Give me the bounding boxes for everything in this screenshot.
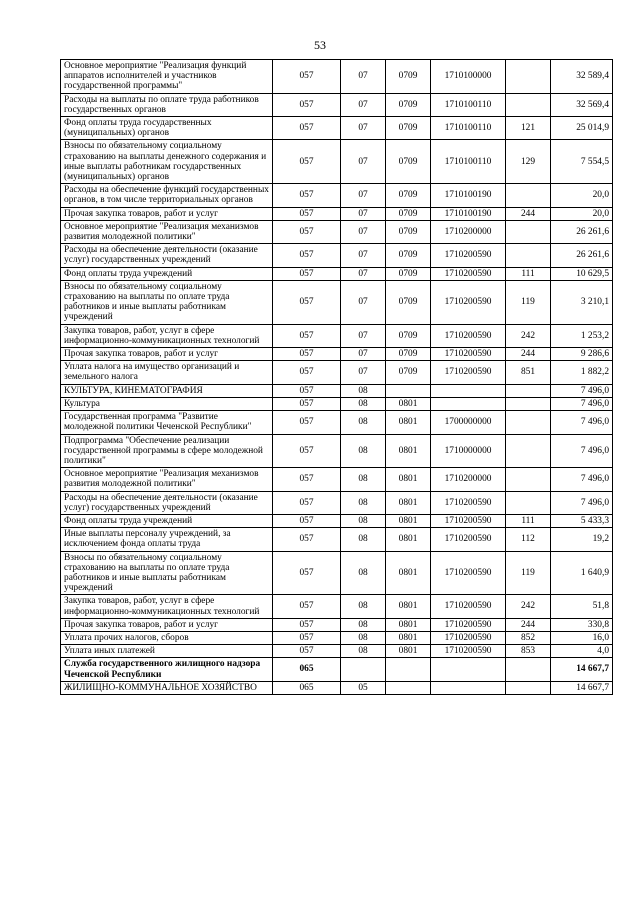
row-name-cell: Основное мероприятие "Реализация механизмов развития молодежной политики" (61, 468, 273, 491)
subsection-code-cell: 0801 (386, 468, 431, 491)
target-article-cell (431, 397, 506, 410)
subsection-code-cell: 0801 (386, 411, 431, 434)
ministry-code-cell: 057 (273, 397, 341, 410)
row-name-cell: Закупка товаров, работ, услуг в сфере информационно-коммуникационных технологий (61, 324, 273, 347)
table-row (61, 280, 613, 324)
row-name-cell: Иные выплаты персоналу учреждений, за исключением фонда оплаты труда (61, 528, 273, 551)
table-row (61, 397, 613, 410)
ministry-code-cell: 057 (273, 384, 341, 397)
section-code-cell: 07 (341, 280, 386, 324)
subsection-code-cell: 0709 (386, 93, 431, 116)
target-article-cell: 1710200590 (431, 528, 506, 551)
row-name-cell: Служба государственного жилищного надзора Чеченской Республики (61, 658, 273, 681)
row-name-cell: Расходы на обеспечение деятельности (оказание услуг) государственных учреждений (61, 491, 273, 514)
row-name-cell: Взносы по обязательному социальному страхованию на выплаты по оплате труда работников и иные выплаты работникам учреждений (61, 551, 273, 595)
table-row (61, 267, 613, 280)
row-name-cell: Уплата налога на имущество организаций и земельного налога (61, 361, 273, 384)
subsection-code-cell: 0801 (386, 618, 431, 631)
target-article-cell: 1710200590 (431, 618, 506, 631)
expense-type-cell (506, 384, 551, 397)
table-row (61, 384, 613, 397)
amount-cell: 10 629,5 (551, 267, 613, 280)
subsection-code-cell: 0801 (386, 514, 431, 527)
target-article-cell: 1710200590 (431, 645, 506, 658)
row-name-cell: Прочая закупка товаров, работ и услуг (61, 207, 273, 220)
budget-table (60, 59, 613, 695)
table-row (61, 361, 613, 384)
target-article-cell: 1710200590 (431, 324, 506, 347)
ministry-code-cell: 057 (273, 514, 341, 527)
row-name-cell: Культура (61, 397, 273, 410)
target-article-cell: 1710100000 (431, 60, 506, 94)
amount-cell: 7 496,0 (551, 384, 613, 397)
expense-type-cell (506, 244, 551, 267)
section-code-cell: 08 (341, 631, 386, 644)
ministry-code-cell: 057 (273, 117, 341, 140)
amount-cell: 14 667,7 (551, 658, 613, 681)
target-article-cell: 1710100190 (431, 207, 506, 220)
expense-type-cell: 244 (506, 618, 551, 631)
ministry-code-cell: 057 (273, 528, 341, 551)
row-name-cell: Основное мероприятие "Реализация функций аппаратов исполнителей и участников государственной программы" (61, 60, 273, 94)
subsection-code-cell: 0709 (386, 267, 431, 280)
amount-cell: 26 261,6 (551, 220, 613, 243)
amount-cell: 4,0 (551, 645, 613, 658)
target-article-cell (431, 681, 506, 694)
subsection-code-cell: 0801 (386, 491, 431, 514)
expense-type-cell (506, 184, 551, 207)
expense-type-cell: 242 (506, 595, 551, 618)
table-row (61, 468, 613, 491)
ministry-code-cell: 057 (273, 140, 341, 184)
expense-type-cell: 121 (506, 117, 551, 140)
row-name-cell: Взносы по обязательному социальному страхованию на выплаты денежного содержания и иные выплаты работникам государственных (муниципальных) органов (61, 140, 273, 184)
ministry-code-cell: 057 (273, 411, 341, 434)
amount-cell: 7 554,5 (551, 140, 613, 184)
section-code-cell: 08 (341, 645, 386, 658)
row-name-cell: ЖИЛИЩНО-КОММУНАЛЬНОЕ ХОЗЯЙСТВО (61, 681, 273, 694)
table-row (61, 411, 613, 434)
row-name-cell: Фонд оплаты труда учреждений (61, 514, 273, 527)
target-article-cell (431, 658, 506, 681)
target-article-cell: 1710100110 (431, 140, 506, 184)
row-name-cell: Прочая закупка товаров, работ и услуг (61, 348, 273, 361)
table-row (61, 595, 613, 618)
subsection-code-cell: 0709 (386, 324, 431, 347)
ministry-code-cell: 057 (273, 631, 341, 644)
amount-cell: 330,8 (551, 618, 613, 631)
expense-type-cell (506, 93, 551, 116)
row-name-cell: Уплата прочих налогов, сборов (61, 631, 273, 644)
table-row (61, 631, 613, 644)
section-code-cell: 07 (341, 267, 386, 280)
amount-cell: 51,8 (551, 595, 613, 618)
ministry-code-cell: 057 (273, 348, 341, 361)
table-row (61, 184, 613, 207)
table-row (61, 681, 613, 694)
amount-cell: 32 569,4 (551, 93, 613, 116)
amount-cell: 25 014,9 (551, 117, 613, 140)
target-article-cell: 1710100110 (431, 117, 506, 140)
table-row (61, 207, 613, 220)
ministry-code-cell: 057 (273, 551, 341, 595)
expense-type-cell (506, 434, 551, 468)
target-article-cell: 1710200590 (431, 514, 506, 527)
table-row (61, 551, 613, 595)
amount-cell: 5 433,3 (551, 514, 613, 527)
subsection-code-cell: 0801 (386, 645, 431, 658)
table-row (61, 324, 613, 347)
subsection-code-cell: 0801 (386, 631, 431, 644)
subsection-code-cell: 0709 (386, 280, 431, 324)
amount-cell: 20,0 (551, 184, 613, 207)
table-row (61, 528, 613, 551)
amount-cell: 19,2 (551, 528, 613, 551)
subsection-code-cell: 0709 (386, 220, 431, 243)
subsection-code-cell: 0801 (386, 551, 431, 595)
section-code-cell: 08 (341, 397, 386, 410)
target-article-cell: 1710200590 (431, 348, 506, 361)
target-article-cell: 1710200000 (431, 468, 506, 491)
subsection-code-cell: 0709 (386, 361, 431, 384)
subsection-code-cell (386, 658, 431, 681)
section-code-cell: 05 (341, 681, 386, 694)
section-code-cell: 07 (341, 244, 386, 267)
target-article-cell: 1710200590 (431, 280, 506, 324)
section-code-cell (341, 658, 386, 681)
section-code-cell: 07 (341, 207, 386, 220)
section-code-cell: 07 (341, 220, 386, 243)
expense-type-cell (506, 658, 551, 681)
expense-type-cell (506, 397, 551, 410)
amount-cell: 16,0 (551, 631, 613, 644)
expense-type-cell (506, 60, 551, 94)
row-name-cell: Фонд оплаты труда государственных (муниципальных) органов (61, 117, 273, 140)
subsection-code-cell: 0709 (386, 140, 431, 184)
ministry-code-cell: 057 (273, 645, 341, 658)
expense-type-cell: 244 (506, 207, 551, 220)
table-row (61, 658, 613, 681)
section-code-cell: 08 (341, 468, 386, 491)
target-article-cell: 1710200590 (431, 551, 506, 595)
expense-type-cell (506, 220, 551, 243)
expense-type-cell: 119 (506, 280, 551, 324)
amount-cell: 7 496,0 (551, 397, 613, 410)
ministry-code-cell: 057 (273, 60, 341, 94)
row-name-cell: Государственная программа "Развитие молодежной политики Чеченской Республики" (61, 411, 273, 434)
amount-cell: 7 496,0 (551, 411, 613, 434)
expense-type-cell (506, 681, 551, 694)
row-name-cell: Основное мероприятие "Реализация механизмов развития молодежной политики" (61, 220, 273, 243)
subsection-code-cell (386, 384, 431, 397)
subsection-code-cell: 0801 (386, 528, 431, 551)
ministry-code-cell: 057 (273, 267, 341, 280)
section-code-cell: 08 (341, 434, 386, 468)
expense-type-cell: 244 (506, 348, 551, 361)
subsection-code-cell: 0709 (386, 207, 431, 220)
ministry-code-cell: 057 (273, 244, 341, 267)
expense-type-cell (506, 491, 551, 514)
ministry-code-cell: 065 (273, 658, 341, 681)
ministry-code-cell: 057 (273, 491, 341, 514)
subsection-code-cell: 0709 (386, 244, 431, 267)
table-row (61, 348, 613, 361)
ministry-code-cell: 057 (273, 618, 341, 631)
amount-cell: 32 589,4 (551, 60, 613, 94)
amount-cell: 20,0 (551, 207, 613, 220)
expense-type-cell: 853 (506, 645, 551, 658)
section-code-cell: 07 (341, 140, 386, 184)
row-name-cell: Расходы на обеспечение функций государственных органов, в том числе территориальных органов (61, 184, 273, 207)
amount-cell: 26 261,6 (551, 244, 613, 267)
target-article-cell: 1710200590 (431, 631, 506, 644)
table-row (61, 491, 613, 514)
row-name-cell: Расходы на обеспечение деятельности (оказание услуг) государственных учреждений (61, 244, 273, 267)
row-name-cell: Расходы на выплаты по оплате труда работников государственных органов (61, 93, 273, 116)
target-article-cell: 1710200590 (431, 361, 506, 384)
target-article-cell: 1710100190 (431, 184, 506, 207)
amount-cell: 1 253,2 (551, 324, 613, 347)
subsection-code-cell: 0709 (386, 117, 431, 140)
section-code-cell: 08 (341, 551, 386, 595)
target-article-cell (431, 384, 506, 397)
target-article-cell: 1710200590 (431, 244, 506, 267)
ministry-code-cell: 057 (273, 324, 341, 347)
amount-cell: 1 882,2 (551, 361, 613, 384)
section-code-cell: 07 (341, 60, 386, 94)
amount-cell: 7 496,0 (551, 468, 613, 491)
amount-cell: 7 496,0 (551, 434, 613, 468)
section-code-cell: 07 (341, 184, 386, 207)
amount-cell: 7 496,0 (551, 491, 613, 514)
row-name-cell: Подпрограмма "Обеспечение реализации государственной программы в сфере молодежной политики" (61, 434, 273, 468)
table-row (61, 514, 613, 527)
row-name-cell: Уплата иных платежей (61, 645, 273, 658)
target-article-cell: 1700000000 (431, 411, 506, 434)
ministry-code-cell: 057 (273, 184, 341, 207)
amount-cell: 14 667,7 (551, 681, 613, 694)
ministry-code-cell: 057 (273, 434, 341, 468)
section-code-cell: 07 (341, 93, 386, 116)
ministry-code-cell: 057 (273, 361, 341, 384)
amount-cell: 9 286,6 (551, 348, 613, 361)
subsection-code-cell: 0709 (386, 348, 431, 361)
ministry-code-cell: 057 (273, 468, 341, 491)
expense-type-cell: 852 (506, 631, 551, 644)
row-name-cell: Взносы по обязательному социальному страхованию на выплаты по оплате труда работников и иные выплаты работникам учреждений (61, 280, 273, 324)
section-code-cell: 07 (341, 324, 386, 347)
subsection-code-cell: 0709 (386, 184, 431, 207)
expense-type-cell (506, 468, 551, 491)
table-row (61, 60, 613, 94)
subsection-code-cell: 0709 (386, 60, 431, 94)
section-code-cell: 08 (341, 618, 386, 631)
target-article-cell: 1710200590 (431, 491, 506, 514)
table-row (61, 244, 613, 267)
subsection-code-cell (386, 681, 431, 694)
table-row (61, 140, 613, 184)
table-row (61, 645, 613, 658)
table-row (61, 434, 613, 468)
section-code-cell: 08 (341, 491, 386, 514)
row-name-cell: КУЛЬТУРА, КИНЕМАТОГРАФИЯ (61, 384, 273, 397)
target-article-cell: 1710000000 (431, 434, 506, 468)
row-name-cell: Фонд оплаты труда учреждений (61, 267, 273, 280)
ministry-code-cell: 057 (273, 595, 341, 618)
table-row (61, 117, 613, 140)
expense-type-cell: 242 (506, 324, 551, 347)
target-article-cell: 1710200000 (431, 220, 506, 243)
budget-table-body (61, 60, 613, 695)
ministry-code-cell: 057 (273, 207, 341, 220)
expense-type-cell (506, 411, 551, 434)
ministry-code-cell: 065 (273, 681, 341, 694)
section-code-cell: 07 (341, 117, 386, 140)
subsection-code-cell: 0801 (386, 434, 431, 468)
section-code-cell: 08 (341, 514, 386, 527)
expense-type-cell: 112 (506, 528, 551, 551)
ministry-code-cell: 057 (273, 220, 341, 243)
section-code-cell: 07 (341, 361, 386, 384)
section-code-cell: 08 (341, 595, 386, 618)
amount-cell: 3 210,1 (551, 280, 613, 324)
expense-type-cell: 111 (506, 267, 551, 280)
section-code-cell: 08 (341, 384, 386, 397)
page-number: 53 (314, 38, 326, 52)
target-article-cell: 1710200590 (431, 595, 506, 618)
expense-type-cell: 851 (506, 361, 551, 384)
target-article-cell: 1710200590 (431, 267, 506, 280)
section-code-cell: 08 (341, 411, 386, 434)
table-row (61, 93, 613, 116)
section-code-cell: 07 (341, 348, 386, 361)
subsection-code-cell: 0801 (386, 595, 431, 618)
target-article-cell: 1710100110 (431, 93, 506, 116)
row-name-cell: Закупка товаров, работ, услуг в сфере информационно-коммуникационных технологий (61, 595, 273, 618)
table-row (61, 618, 613, 631)
subsection-code-cell: 0801 (386, 397, 431, 410)
ministry-code-cell: 057 (273, 280, 341, 324)
table-row (61, 220, 613, 243)
expense-type-cell: 129 (506, 140, 551, 184)
row-name-cell: Прочая закупка товаров, работ и услуг (61, 618, 273, 631)
ministry-code-cell: 057 (273, 93, 341, 116)
section-code-cell: 08 (341, 528, 386, 551)
expense-type-cell: 119 (506, 551, 551, 595)
amount-cell: 1 640,9 (551, 551, 613, 595)
expense-type-cell: 111 (506, 514, 551, 527)
